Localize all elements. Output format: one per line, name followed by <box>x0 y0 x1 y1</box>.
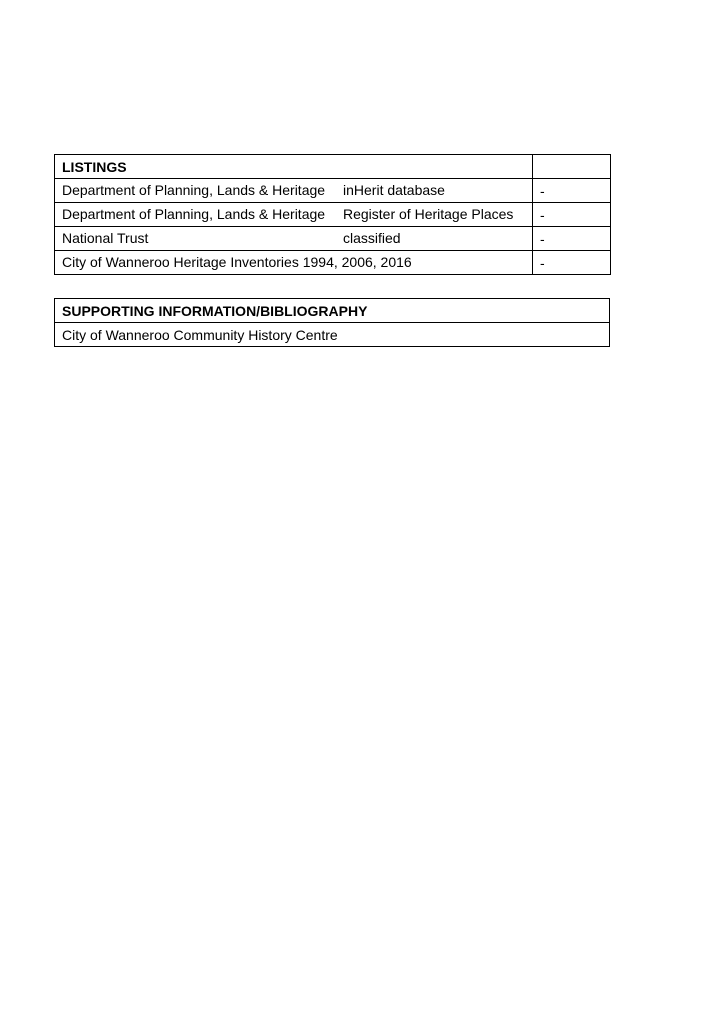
table-row <box>55 179 611 203</box>
listings-heading: LISTINGS <box>55 155 533 179</box>
listing-source: Department of Planning, Lands & Heritage <box>62 206 326 222</box>
listing-type: classified <box>343 230 401 246</box>
listings-header-row <box>55 155 611 179</box>
listing-type: Register of Heritage Places <box>343 206 514 222</box>
table-row <box>55 251 611 275</box>
listing-status: - <box>533 227 611 251</box>
listing-type: inHerit database <box>343 182 445 198</box>
listing-status: - <box>533 203 611 227</box>
table-row <box>55 227 611 251</box>
table-row <box>55 323 610 347</box>
listing-source: National Trust <box>62 230 149 246</box>
bibliography-heading: SUPPORTING INFORMATION/BIBLIOGRAPHY <box>55 299 610 323</box>
table-row <box>55 203 611 227</box>
listing-status: - <box>533 179 611 203</box>
listings-header-empty-cell <box>533 155 611 179</box>
listing-source: City of Wanneroo Heritage Inventories 1994, 2006, 2016 <box>62 254 412 270</box>
bibliography-table <box>54 298 610 347</box>
bibliography-item: City of Wanneroo Community History Centre <box>55 323 610 347</box>
listing-source: Department of Planning, Lands & Heritage <box>62 182 326 198</box>
listings-table <box>54 154 611 275</box>
listing-status: - <box>533 251 611 275</box>
bibliography-header-row <box>55 299 610 323</box>
